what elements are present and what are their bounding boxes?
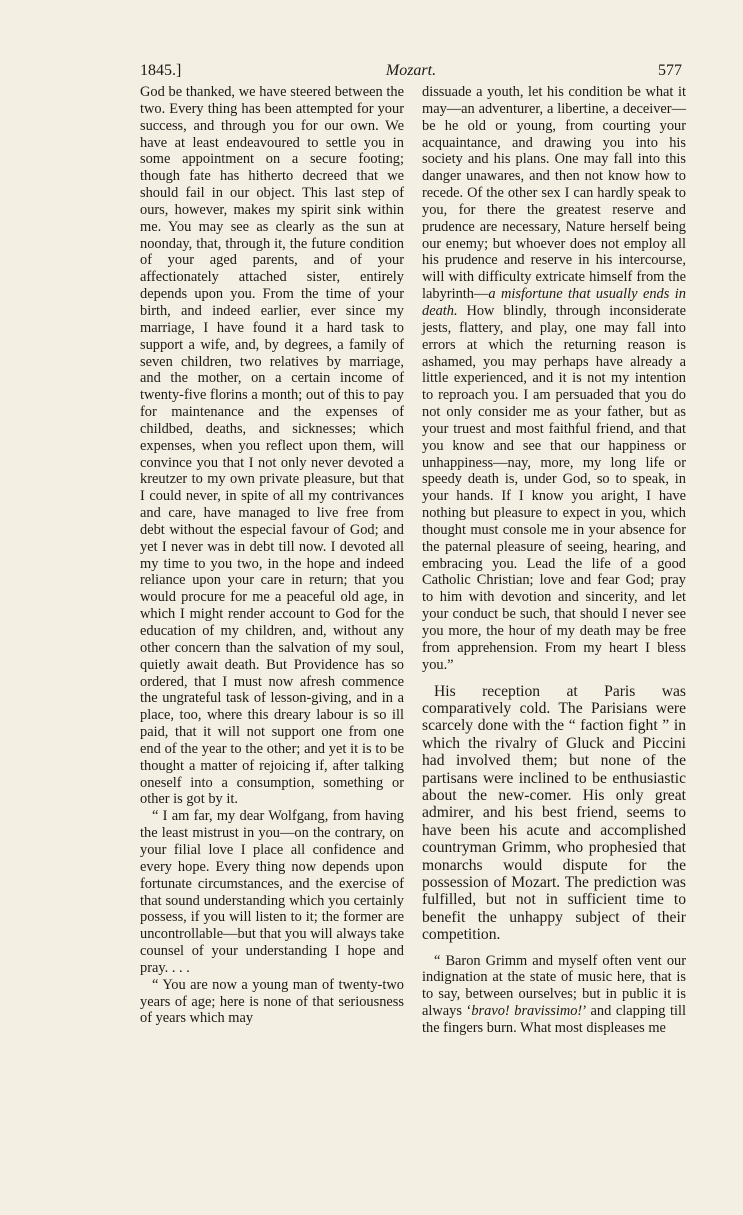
grimm-quote-start: “ Baron Grimm and myself often vent our indignation at the state of music here, that is to say, between ourselves; but in public it is always ‘: [422, 952, 686, 1020]
advice-text-end: How blindly, through inconsiderate jests, flattery, and play, one may fall into errors at which the returning reason is ashamed, you may perhaps have already a little experienced, and it is not my intention to reproach you. I am persuaded that you do not only consider me as your father, but as your truest and most faithful friend, and that you know and see that our happiness or unhappiness—nay, more, my long life or speedy death is, under God, so to speak, in your hands. If I know you aright, I have nothing but pleasure to expect in you, which thought must console me in your absence for the paternal pleasure of seeing, hearing, and embracing you. Lead the life of a good Catholic Christian; love and fear God; pray to him with devotion and sincerity, and let your conduct be such, that should I never see you more, the hour of my death may be free from apprehension. From my heart I bless you.”: [422, 302, 686, 673]
grimm-quote-end: ’ and clapping till the fingers burn. What most displeases me: [422, 1003, 686, 1036]
paragraph-letter-advice: [422, 84, 686, 674]
paragraph-grimm-quote: [422, 953, 686, 1037]
right-column: [422, 84, 686, 1037]
paragraph-letter-continued: God be thanked, we have steered between the two. Every thing has been attempted for your success, and through you for our own. We have at least endeavoured to settle you in some appointment on a secure footing; though fate has hitherto decreed that we should fail in our object. This last step of ours, however, makes my spirit sink within me. You may see as clearly as the sun at noonday, that, through it, the future condition of your aged parents, and of your affectionately attached sister, entirely depends upon you. From the time of your birth, and indeed earlier, ever since my marriage, I have found it a hard task to support a wife, and, by degrees, a family of seven children, two relatives by marriage, and the mother, on a certain income of twenty-five florins a month; out of this to pay for maintenance and the expenses of childbed, deaths, and sicknesses; which expenses, when you reflect upon them, will convince you that I not only never devoted a kreutzer to my own private pleasure, but that I could never, in spite of all my contrivances and care, have managed to live free from debt without the especial favour of God; and yet I never was in debt till now. I devoted all my time to you two, in the hope and indeed reliance upon your care in return; that you would procure for me a peaceful old age, in which I might render account to God for the education of my children, and, without any other concern than the salvation of my soul, quietly await death. But Providence has so ordered, that I must now afresh commence the ungrateful task of lesson-giving, and in a place, too, where this dreary labour is so ill paid, that it will not support one from one end of the year to the other; and yet it is to be thought a matter of rejoicing if, after talking oneself into a consumption, something or other is got by it.: [140, 84, 404, 808]
advice-italic-phrase: a misfortune that usually ends in death.: [422, 286, 686, 319]
running-head-year: 1845.]: [140, 62, 182, 79]
paragraph-paris-reception: His reception at Paris was comparatively cold. The Parisians were scarcely done with the “ faction fight ” in which the rivalry of Gluck and Piccini had involved them; but none of the partisans were inclined to be enthusiastic about the new-comer. His only great admirer, and his best friend, seems to have been his acute and accomplished countryman Grimm, who prophesied that monarchs would dispute for the possession of Mozart. The prediction was fulfilled, but not in sufficient time to benefit the unhappy subject of their competition.: [422, 682, 686, 944]
left-column: [140, 84, 404, 1027]
paragraph-letter-young-man: “ You are now a young man of twenty-two years of age; here is none of that seriousness of years which may: [140, 976, 404, 1027]
advice-text-start: dissuade a youth, let his condition be what it may—an adventurer, a libertine, a deceiver—be he old or young, from courting your acquaintance, and drawing you into his society and his plans. One may fall into this danger unawares, and then not know how to recede. Of the other sex I can hardly speak to you, for there the greatest reserve and prudence are necessary, Nature herself being our enemy; but whoever does not employ all his prudence and reserve in his intercourse, will with difficulty extricate himself from the labyrinth—: [422, 84, 686, 303]
paragraph-letter-wolfgang: “ I am far, my dear Wolfgang, from having the least mistrust in you—on the contrary, on your filial love I place all confidence and every hope. Every thing now depends upon fortunate circumstances, and the exercise of that sound understanding which you certainly possess, if you will listen to it; the former are uncontrollable—but that you will always take counsel of your understanding I hope and pray. . . .: [140, 808, 404, 976]
page-number: 577: [658, 62, 682, 79]
grimm-quote-italic: bravo! bravissimo!: [471, 1003, 583, 1020]
running-head: [140, 62, 682, 84]
running-head-title: Mozart.: [385, 62, 437, 79]
